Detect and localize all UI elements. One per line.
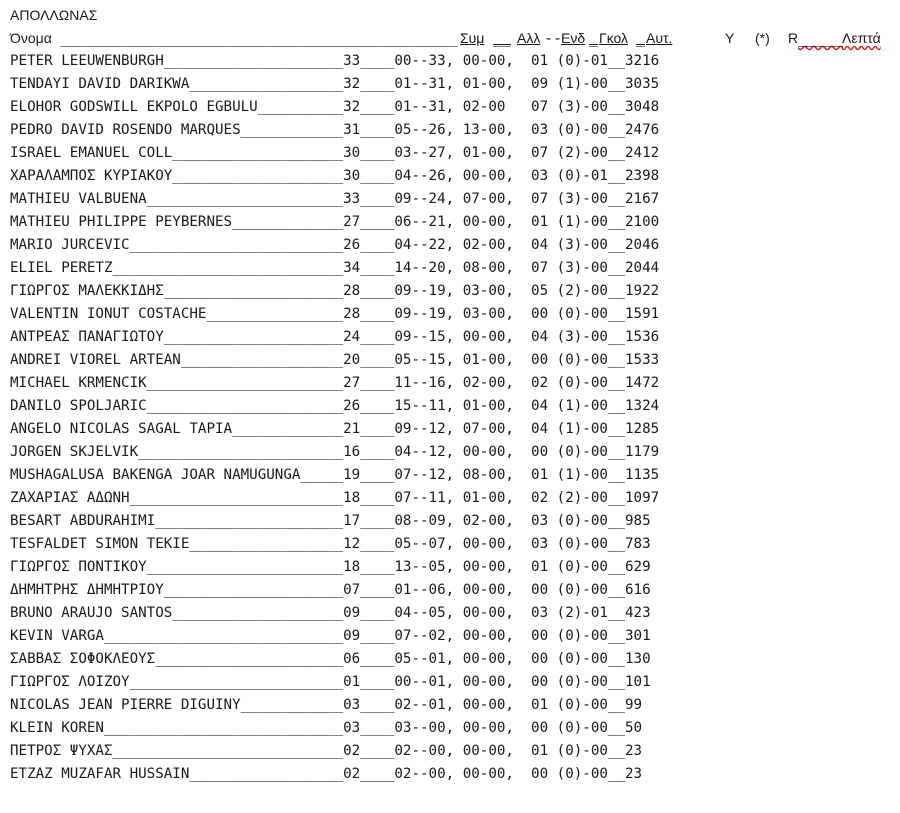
- player-row: VALENTIN IONUT COSTACHE________________28____09--19, 03-00, 00 (0)-00__1591: [10, 306, 660, 322]
- header-gap-2: --: [544, 29, 563, 47]
- header-substitutions: Αλλ: [517, 30, 541, 46]
- player-row: PETER LEEUWENBURGH_____________________33____00--33, 00-00, 01 (0)-01__3216: [10, 53, 660, 69]
- player-rows: [10, 50, 896, 786]
- player-row: NICOLAS JEAN PIERRE DIGUINY____________03____02--01, 00-00, 01 (0)-00__99: [10, 697, 643, 713]
- player-row: ELOHOR GODSWILL EKPOLO EGBULU__________32____01--31, 02-00 07 (3)-00__3048: [10, 99, 660, 115]
- player-row: MUSHAGALUSA BAKENGA JOAR NAMUGUNGA_____19____07--12, 08-00, 01 (1)-00__1135: [10, 467, 660, 483]
- player-row: ΓΙΩΡΓΟΣ ΠΟΝΤΙΚΟΥ_______________________18____13--05, 00-00, 01 (0)-00__629: [10, 559, 651, 575]
- header-gap-4: _: [636, 29, 646, 47]
- header-minutes: Λεπτά: [842, 30, 881, 46]
- header-name: Όνομα: [10, 30, 52, 46]
- player-row: ANGELO NICOLAS SAGAL TAPIA_____________21____09--12, 07-00, 04 (1)-00__1285: [10, 421, 660, 437]
- player-row: ELIEL PERETZ___________________________34____14--20, 08-00, 07 (3)-00__2044: [10, 260, 660, 276]
- header-own-goals: Αυτ.: [646, 30, 673, 46]
- player-row: ΔΗΜΗΤΡΗΣ ΔΗΜΗΤΡΙΟΥ_____________________07____01--06, 00-00, 00 (0)-00__616: [10, 582, 651, 598]
- player-row: ΖΑΧΑΡΙΑΣ ΑΔΩΝΗ_________________________18____07--11, 01-00, 02 (2)-00__1097: [10, 490, 660, 506]
- header-red: R: [788, 30, 799, 46]
- player-row: DANILO SPOLJARIC_______________________26____15--11, 01-00, 04 (1)-00__1324: [10, 398, 660, 414]
- header-gap-5: _____: [798, 29, 844, 47]
- player-row: ΧΑΡΑΛΑΜΠΟΣ ΚΥΡΙΑΚΟΥ____________________30____04--26, 00-00, 03 (0)-01__2398: [10, 168, 660, 184]
- roster-document: [10, 4, 896, 786]
- player-row: ΑΝΤΡΕΑΣ ΠΑΝΑΓΙΩΤΟΥ_____________________24____09--15, 00-00, 04 (3)-00__1536: [10, 329, 660, 345]
- player-row: MATHIEU VALBUENA_______________________33____09--24, 07-00, 07 (3)-00__2167: [10, 191, 660, 207]
- player-row: MICHAEL KRMENCIK_______________________27____11--16, 02-00, 02 (0)-00__1472: [10, 375, 660, 391]
- player-row: PEDRO DAVID ROSENDO MARQUES____________31____05--26, 13-00, 03 (0)-00__2476: [10, 122, 660, 138]
- header-starting: Ενδ: [561, 30, 586, 46]
- player-row: ETZAZ MUZAFAR HUSSAIN__________________02____02--00, 00-00, 00 (0)-00__23: [10, 766, 643, 782]
- header-yellow: Υ: [725, 30, 735, 46]
- player-row: ΣΑΒΒΑΣ ΣΟΦΟΚΛΕΟΥΣ______________________06____05--01, 00-00, 00 (0)-00__130: [10, 651, 651, 667]
- player-row: ΠΕΤΡΟΣ ΨΥΧΑΣ___________________________02____02--00, 00-00, 01 (0)-00__23: [10, 743, 643, 759]
- team-title: ΑΠΟΛΛΩΝΑΣ: [10, 7, 98, 23]
- player-row: ΓΙΩΡΓΟΣ ΜΑΛΕΚΚΙΔΗΣ_____________________28____09--19, 03-00, 05 (2)-00__1922: [10, 283, 660, 299]
- player-row: ANDREI VIOREL ARTEAN___________________20____05--15, 01-00, 00 (0)-00__1533: [10, 352, 660, 368]
- player-row: TENDAYI DAVID DARIKWA__________________32____01--31, 01-00, 09 (1)-00__3035: [10, 76, 660, 92]
- player-row: BRUNO ARAUJO SANTOS____________________09____04--05, 00-00, 03 (2)-01__423: [10, 605, 651, 621]
- header-appearances: Συμ: [460, 30, 485, 46]
- player-row: KEVIN VARGA____________________________09____07--02, 00-00, 00 (0)-00__301: [10, 628, 651, 644]
- header-star: (*): [755, 30, 770, 46]
- player-row: MATHIEU PHILIPPE PEYBERNES_____________27____06--21, 00-00, 01 (1)-00__2100: [10, 214, 660, 230]
- player-row: MARIO JURCEVIC_________________________26____04--22, 02-00, 04 (3)-00__2046: [10, 237, 660, 253]
- player-row: JORGEN SKJELVIK________________________16____04--12, 00-00, 00 (0)-00__1179: [10, 444, 660, 460]
- column-header-row: [10, 27, 896, 50]
- header-gap-3: _: [589, 29, 599, 47]
- player-row: ISRAEL EMANUEL COLL____________________30____03--27, 01-00, 07 (2)-00__2412: [10, 145, 660, 161]
- player-row: ΓΙΩΡΓΟΣ ΛΟΙΖΟΥ_________________________01____00--01, 00-00, 00 (0)-00__101: [10, 674, 651, 690]
- header-gap-1: __: [493, 29, 512, 47]
- header-name-underline: ____________________________________________: [60, 29, 458, 47]
- player-row: BESART ABDURAHIMI______________________17____08--09, 02-00, 03 (0)-00__985: [10, 513, 651, 529]
- header-goals: Γκολ: [599, 30, 629, 46]
- player-row: KLEIN KOREN____________________________03____03--00, 00-00, 00 (0)-00__50: [10, 720, 643, 736]
- player-row: TESFALDET SIMON TEKIE__________________12____05--07, 00-00, 03 (0)-00__783: [10, 536, 651, 552]
